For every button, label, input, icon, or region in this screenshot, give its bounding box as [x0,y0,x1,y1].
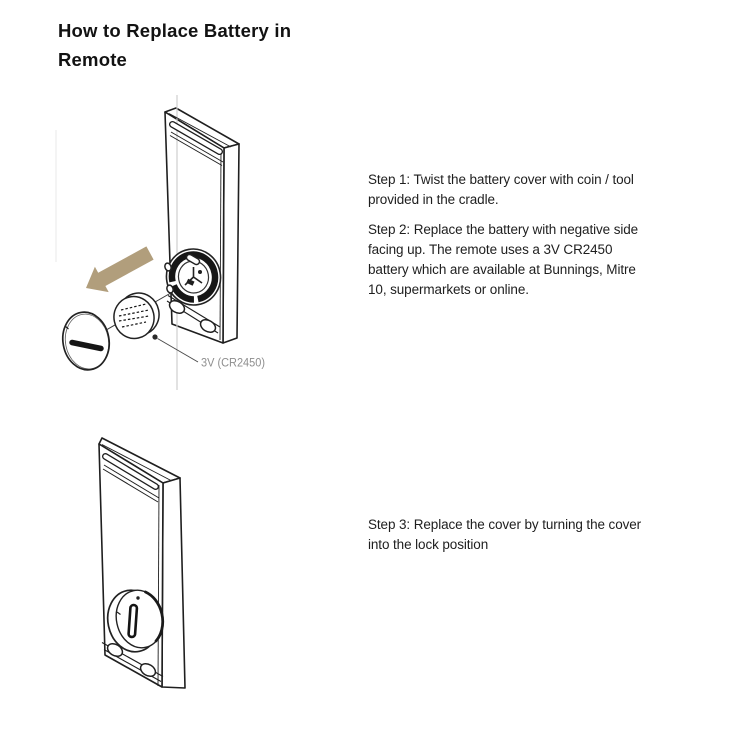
page-title-line-2: Remote [58,49,128,70]
page-title-line-1: How to Replace Battery in [58,20,292,41]
step-2-paragraph [368,220,680,300]
callout-dot [152,334,157,339]
battery-callout [152,334,265,369]
step-1-paragraph [368,170,680,210]
battery-type-label: 3V (CR2450) [201,357,266,370]
text-line: facing up. The remote uses a 3V CR2450 [368,242,613,257]
text-line: into the lock position [368,537,489,552]
text-line: Step 3: Replace the cover by turning the cover [368,517,642,532]
remote-side-face [162,478,185,688]
text-line: Step 2: Replace the battery with negative side [368,222,639,237]
remove-direction-arrow-icon [86,246,154,292]
coin-battery [110,289,163,342]
text-line: provided in the cradle. [368,192,499,207]
coin-slot-vertical [128,605,137,637]
text-line: 10, supermarkets or online. [368,282,529,297]
text-line: battery which are available at Bunnings, Mitre [368,262,636,277]
battery-cover [58,308,113,373]
callout-leader-line [158,339,199,363]
figure-battery-removal-exploded [40,90,280,400]
text-line: Step 1: Twist the battery cover with coin / tool [368,172,634,187]
remote-exploded-drawing [40,90,280,400]
step-3-text [368,515,680,555]
figure-cover-locked [75,428,200,700]
page-title [58,16,291,74]
remote-assembled-drawing [75,428,200,700]
steps-1-2-text [368,170,680,300]
step-3-paragraph [368,515,680,555]
cover-index-dot [136,596,139,599]
remote-side-face [223,144,239,343]
